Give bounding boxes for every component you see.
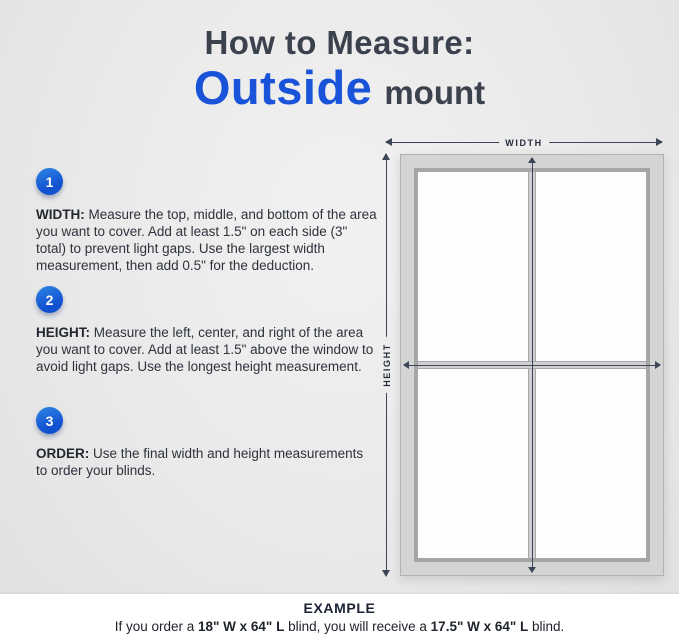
example-suffix: blind. [528, 619, 565, 634]
step-3-badge: 3 [36, 407, 63, 434]
step-1-label: WIDTH: [36, 207, 85, 222]
step-2-text [36, 324, 378, 375]
step-3-body: Use the final width and height measurements to order your blinds. [36, 446, 364, 478]
step-1-body: Measure the top, middle, and bottom of the area you want to cover. Add at least 1.5" on each side (3" total) to prevent light gaps. Use the largest width measurement, then add 0.5" for the deduction. [36, 207, 377, 273]
height-arrow-label: HEIGHT [382, 337, 392, 393]
step-3-label: ORDER: [36, 446, 90, 461]
window-diagram [380, 134, 664, 586]
step-width [36, 168, 378, 274]
title-line-1: How to Measure: [204, 24, 475, 61]
width-arrow-label: WIDTH [499, 138, 549, 148]
step-2-label: HEIGHT: [36, 325, 90, 340]
example-received-size: 17.5" W x 64" L [430, 619, 529, 634]
example-ordered-size: 18" W x 64" L [198, 619, 285, 634]
title-line-2 [0, 61, 679, 114]
step-2-badge: 2 [36, 286, 63, 313]
step-height [36, 286, 378, 375]
step-3-text [36, 445, 378, 479]
title-mount-text: mount [384, 74, 486, 111]
example-footer [0, 594, 679, 644]
step-1-text [36, 206, 378, 274]
title-accent-outside: Outside [193, 61, 373, 114]
example-text [0, 619, 679, 634]
example-heading: EXAMPLE [303, 600, 376, 616]
page-title [0, 24, 679, 114]
window-frame [400, 154, 664, 576]
instruction-steps [36, 168, 378, 491]
width-measure-arrow [386, 137, 662, 148]
height-measure-arrow [381, 154, 392, 576]
step-1-badge: 1 [36, 168, 63, 195]
step-2-body: Measure the left, center, and right of the area you want to cover. Add at least 1.5" above the window to avoid light gaps. Use the longest height measurement. [36, 325, 374, 374]
example-prefix: If you order a [114, 619, 198, 634]
center-width-measure-line [404, 365, 660, 366]
example-middle: blind, you will receive a [284, 619, 431, 634]
step-order [36, 407, 378, 479]
